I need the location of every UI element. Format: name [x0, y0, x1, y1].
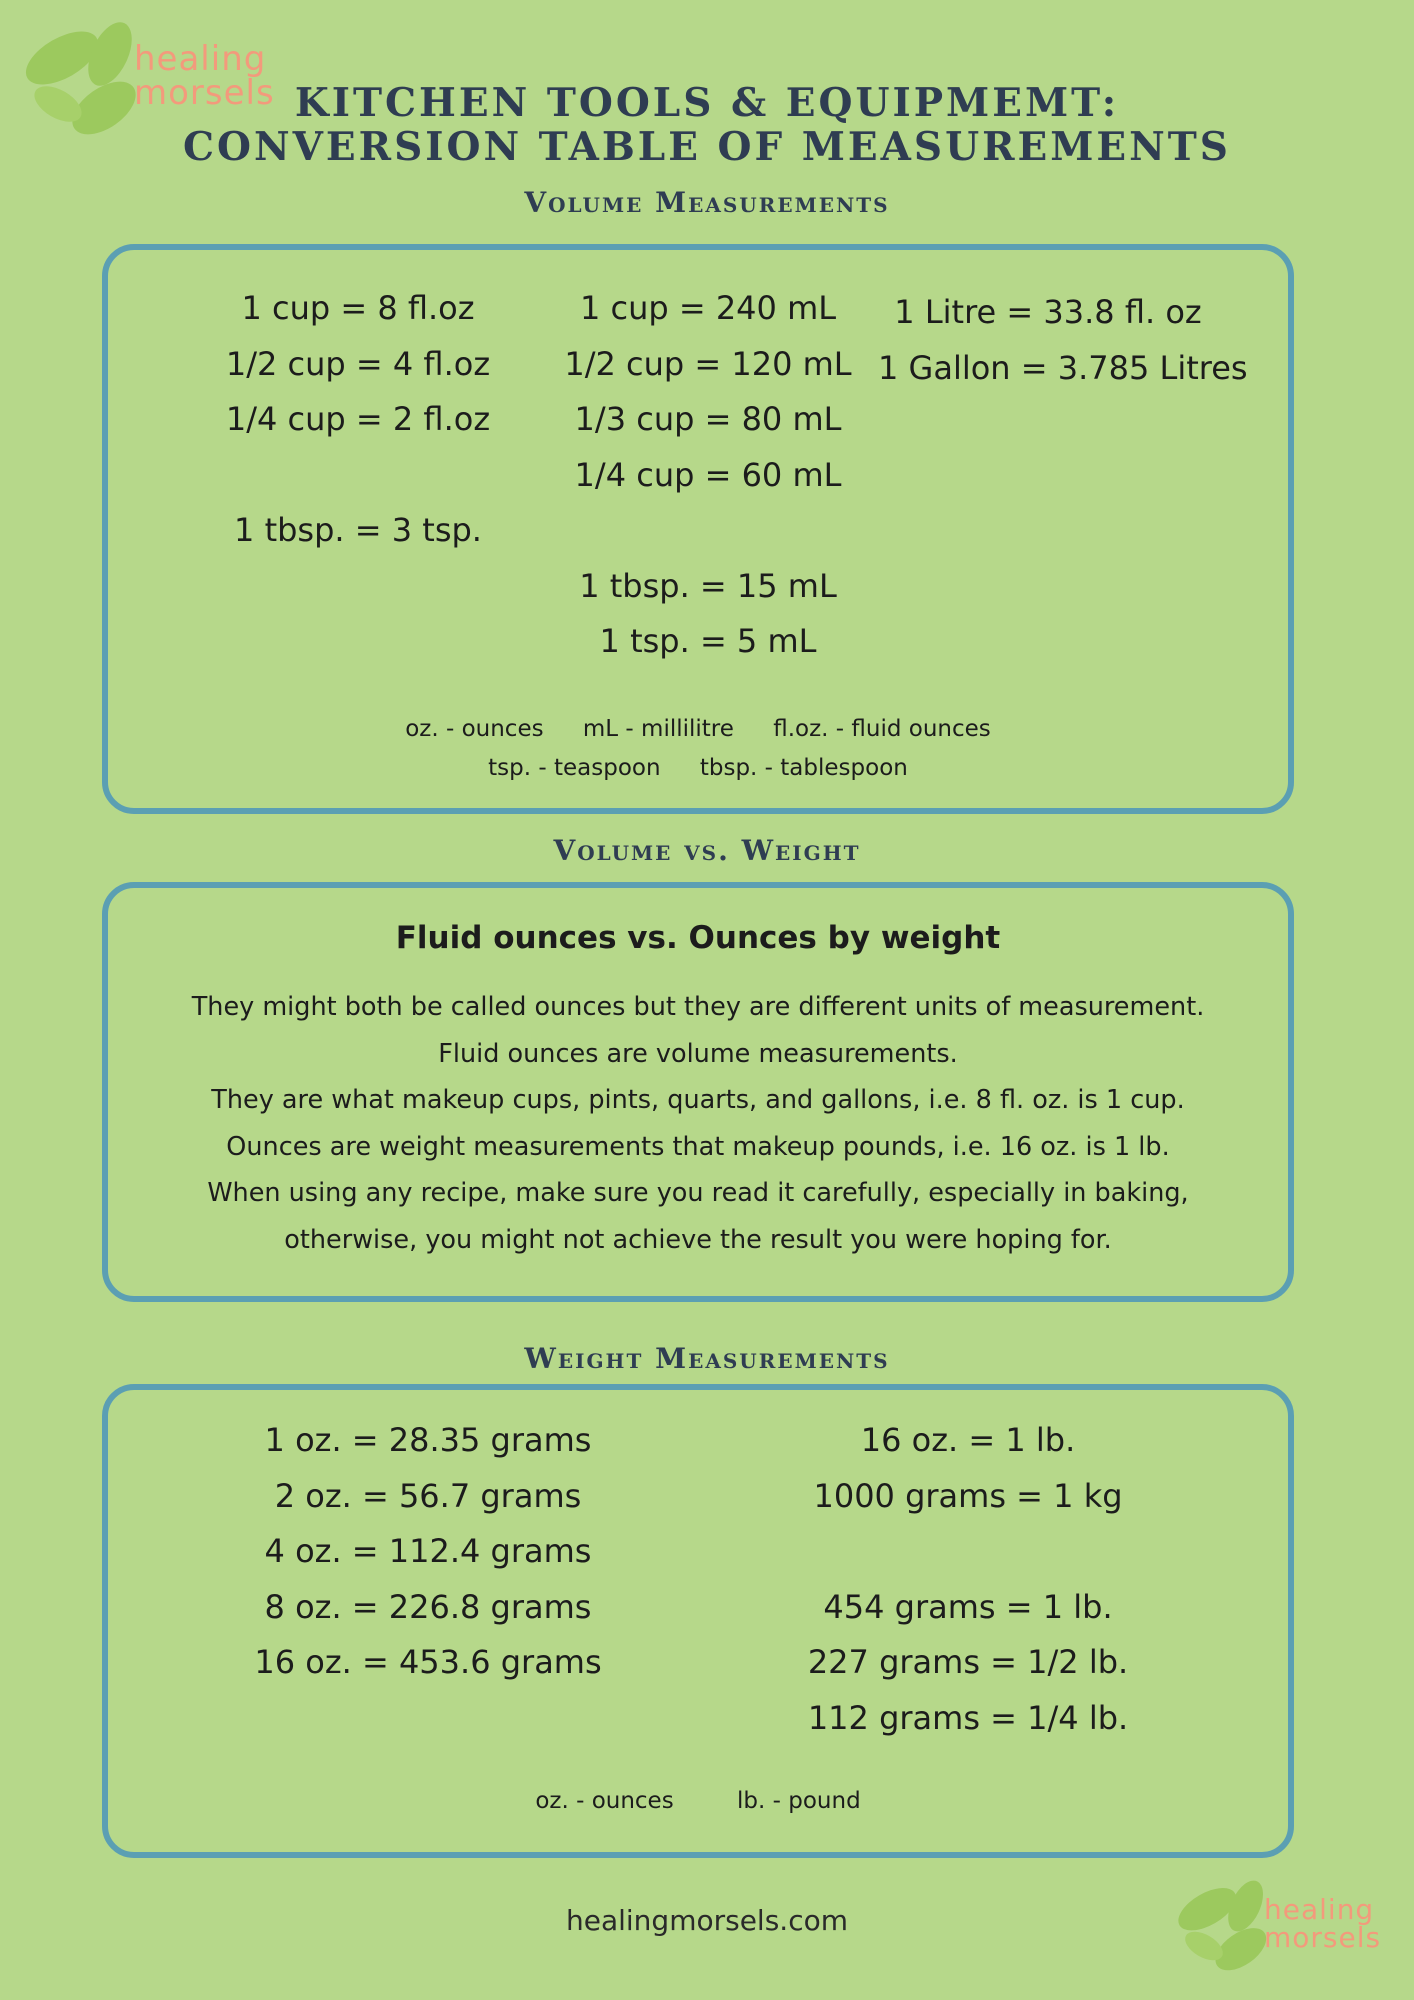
brand-logo-bottom [1172, 1874, 1392, 1980]
brand-logo-text [1264, 1893, 1382, 1954]
volume-vs-weight-panel [102, 882, 1294, 1302]
page-title-line2: CONVERSION TABLE OF MEASUREMENTS [183, 124, 1231, 170]
conversion-line: 1/4 cup = 60 mL [574, 455, 842, 494]
paragraph-line: They are what makeup cups, pints, quarts, and gallons, i.e. 8 fl. oz. is 1 cup. [211, 1085, 1185, 1115]
brand-logo-line2: morsels [1264, 1921, 1382, 1954]
volume-panel [102, 244, 1294, 814]
volume-vs-weight-heading: Volume vs. Weight [553, 834, 861, 867]
conversion-line: 227 grams = 1/2 lb. [807, 1643, 1129, 1681]
conversion-line: 1 cup = 240 mL [579, 289, 837, 327]
weight-column-pounds [798, 1413, 1138, 1746]
conversion-line: 1 tsp. = 5 mL [599, 622, 817, 660]
brand-logo-line1: healing [1264, 1893, 1375, 1926]
conversion-line: 1/4 cup = 2 fl.oz [225, 400, 491, 438]
conversion-line: 1 cup = 8 fl.oz [241, 289, 475, 327]
conversion-line: 8 oz. = 226.8 grams [264, 1587, 592, 1626]
legend-item: tsp. - teaspoon [488, 755, 661, 781]
conversion-line: 1/3 cup = 80 mL [574, 400, 842, 438]
brand-logo-line2: morsels [134, 73, 275, 113]
legend-item: lb. - pound [737, 1788, 861, 1814]
conversion-line: 1000 grams = 1 kg [813, 1476, 1123, 1515]
conversion-line: 1 tbsp. = 3 tsp. [234, 511, 482, 549]
volume-vs-weight-body [108, 984, 1288, 1263]
conversion-line: 1 Gallon = 3.785 Litres [878, 348, 1248, 387]
volume-column-litres [878, 285, 1248, 396]
volume-legend-row2 [108, 755, 1288, 781]
conversion-line: 2 oz. = 56.7 grams [274, 1476, 582, 1515]
conversion-line: 1 oz. = 28.35 grams [264, 1421, 592, 1459]
brand-logo-line1: healing [134, 39, 267, 79]
weight-panel [102, 1384, 1294, 1858]
weight-legend [108, 1788, 1288, 1814]
leaf-logo-icon [1172, 1874, 1276, 1978]
conversion-line: 1/2 cup = 120 mL [564, 344, 852, 383]
paragraph-line: Ounces are weight measurements that makeup pounds, i.e. 16 oz. is 1 lb. [226, 1131, 1170, 1162]
conversion-line: 16 oz. = 1 lb. [860, 1421, 1076, 1459]
paragraph-line: otherwise, you might not achieve the result you were hoping for. [284, 1224, 1112, 1255]
weight-heading: Weight Measurements [524, 1342, 890, 1375]
weight-column-grams [228, 1413, 628, 1691]
legend-item: oz. - ounces [535, 1788, 674, 1814]
conversion-line: 1 tbsp. = 15 mL [579, 566, 837, 605]
legend-item: oz. - ounces [405, 716, 544, 742]
conversion-line: 1 Litre = 33.8 fl. oz [894, 293, 1202, 331]
paragraph-line: Fluid ounces are volume measurements. [438, 1038, 958, 1069]
legend-item: fl.oz. - fluid ounces [773, 716, 991, 742]
conversion-line: 4 oz. = 112.4 grams [264, 1532, 592, 1570]
conversion-line: 16 oz. = 453.6 grams [254, 1643, 602, 1681]
conversion-line: 112 grams = 1/4 lb. [807, 1698, 1129, 1737]
legend-item: tbsp. - tablespoon [699, 755, 908, 781]
volume-legend-row1 [108, 716, 1288, 742]
volume-column-fluid-ounces [208, 281, 508, 559]
legend-item: mL - millilitre [582, 716, 734, 742]
volume-vs-weight-subtitle: Fluid ounces vs. Ounces by weight [395, 920, 1001, 956]
volume-heading: Volume Measurements [524, 186, 890, 219]
page-title-line1: KITCHEN TOOLS & EQUIPMEMT: [294, 80, 1120, 126]
conversion-line: 454 grams = 1 lb. [823, 1587, 1113, 1626]
paragraph-line: When using any recipe, make sure you read it carefully, especially in baking, [207, 1178, 1189, 1208]
footer-website: healingmorsels.com [565, 1904, 848, 1937]
volume-column-millilitres [558, 281, 858, 670]
conversion-line: 1/2 cup = 4 fl.oz [225, 344, 491, 383]
paragraph-line: They might both be called ounces but they are different units of measurement. [191, 992, 1205, 1022]
